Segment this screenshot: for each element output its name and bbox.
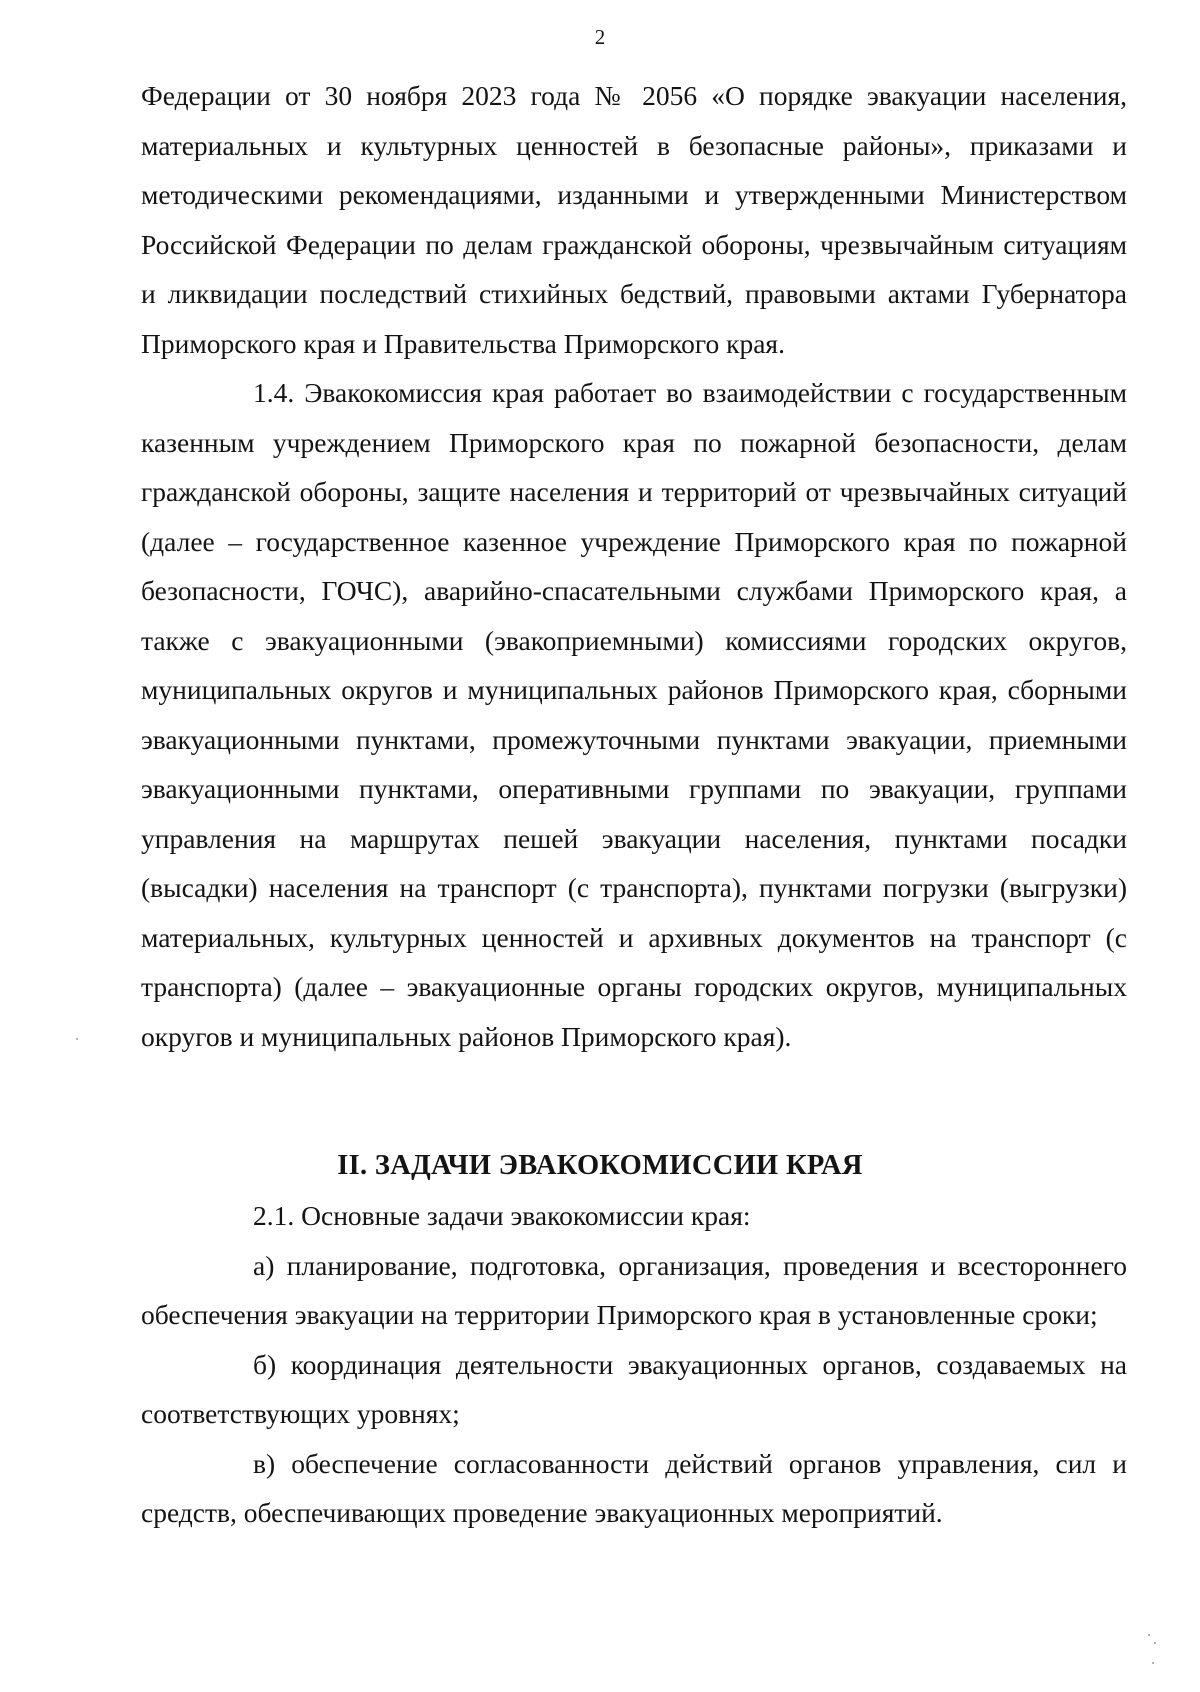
list-item-v: в) обеспечение согласованности действий органов управления, сил и средств, обеспечивающих проведение эвакуационных мероприятий. [141, 1447, 1127, 1528]
paragraph-clause-2-1: 2.1. Основные задачи эвакокомиссии края: [253, 1200, 751, 1231]
body-text-top [141, 71, 1127, 1061]
paragraph-clause-1-4: 1.4. Эвакокомиссия края работает во взаимодействии с государственным казенным учреждением Приморского края по пожарной безопасности, делам гражданской обороны, защите населения и территорий от чрезвычайных ситуаций (далее – государственное казенное учреждение Приморского края по пожарной безопасности, ГОЧС), аварийно-спасательными службами Приморского края, а также с эвакуационными (эвакоприемными) комиссиями городских округов, муниципальных округов и муниципальных районов Приморского края, сборными эвакуационными пунктами, промежуточными пунктами эвакуации, приемными эвакуационными пунктами, оперативными группами по эвакуации, группами управления на маршрутах пешей эвакуации населения, пунктами посадки (высадки) населения на транспорт (с транспорта), пунктами погрузки (выгрузки) материальных, культурных ценностей и архивных документов на транспорт (с транспорта) (далее – эвакуационные органы городских округов, муниципальных округов и муниципальных районов Приморского края). [141, 377, 1127, 1052]
scan-speck [76, 1038, 78, 1040]
list-item-b: б) координация деятельности эвакуационных органов, создаваемых на соответствующих уровнях; [141, 1348, 1127, 1429]
section-heading: II. ЗАДАЧИ ЭВАКОКОМИССИИ КРАЯ [337, 1150, 863, 1181]
page-number: 2 [594, 25, 606, 49]
list-item-a: а) планирование, подготовка, организация, проведения и всестороннего обеспечения эвакуации на территории Приморского края в установленные сроки; [141, 1249, 1127, 1330]
scan-speck [1154, 1642, 1156, 1644]
scan-speck [1152, 1662, 1154, 1664]
paragraph-intro: Федерации от 30 ноября 2023 года № 2056 «О порядке эвакуации населения, материальных и культурных ценностей в безопасные районы», приказами и методическими рекомендациями, изданными и утвержденными Министерством Российской Федерации по делам гражданской обороны, чрезвычайным ситуациям и ликвидации последствий стихийных бедствий, правовыми актами Губернатора Приморского края и Правительства Приморского края. [141, 80, 1127, 359]
body-text-bottom [141, 1191, 1127, 1538]
scan-speck [1148, 1634, 1150, 1636]
